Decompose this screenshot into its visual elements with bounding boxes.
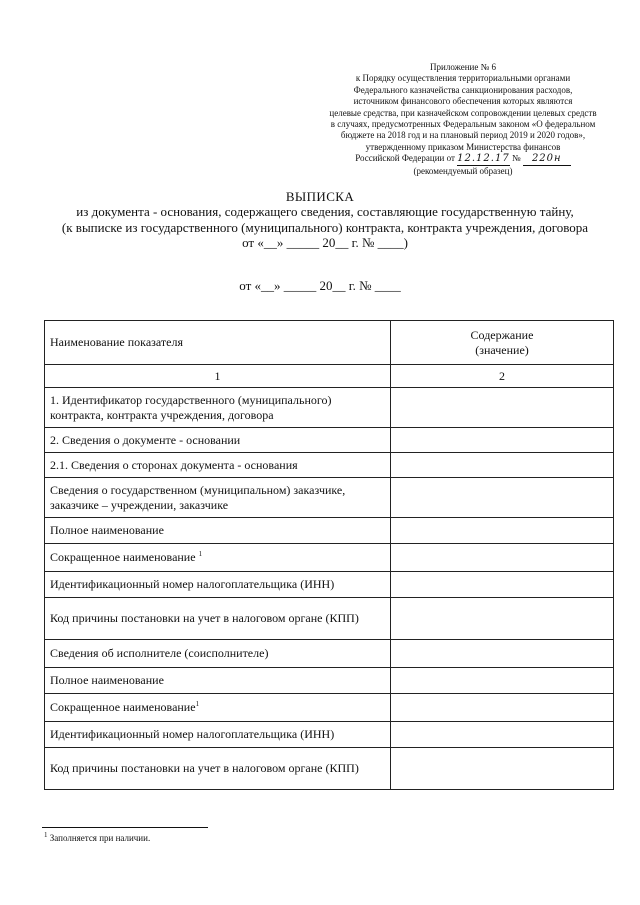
row-value-cell xyxy=(391,544,614,572)
row-value-cell xyxy=(391,694,614,722)
row-label-text: Сокращенное наименование xyxy=(50,550,199,564)
row-label-text: Полное наименование xyxy=(50,673,164,687)
row-label xyxy=(45,478,391,518)
extract-date-line: от «__» _____ 20__ г. № ____ xyxy=(239,278,401,293)
order-number-handwritten: 220н xyxy=(523,153,571,165)
row-label xyxy=(45,694,391,722)
row-label xyxy=(45,598,391,640)
row-label-text: Сведения о государственном (муниципальном) заказчике, заказчике – учреждении, заказчике xyxy=(50,482,346,512)
header-content-line1: Содержание xyxy=(470,327,534,342)
row-label xyxy=(45,640,391,668)
row-label-text: 2.1. Сведения о сторонах документа - основания xyxy=(50,457,298,472)
table-row xyxy=(45,694,614,722)
appendix-line: в случаях, предусмотренных Федеральным законом «О федеральном xyxy=(330,119,596,130)
document-title: ВЫПИСКА xyxy=(285,189,355,204)
table-row xyxy=(45,572,614,598)
row-label-text: Сведения об исполнителе (соисполнителе) xyxy=(50,646,269,660)
row-label xyxy=(45,544,391,572)
document-subtitle xyxy=(40,204,610,251)
subtitle-line: от «__» _____ 20__ г. № ____) xyxy=(242,235,408,250)
footnote-ref: 1 xyxy=(195,700,200,708)
row-label xyxy=(45,518,391,544)
row-value-cell xyxy=(391,748,614,790)
table-row xyxy=(45,478,614,518)
footnote-mark: 1 xyxy=(44,831,48,839)
row-label xyxy=(45,722,391,748)
header-indicator-name: Наименование показателя xyxy=(45,321,391,365)
row-value-cell xyxy=(391,722,614,748)
row-label-text: 1. Идентификатор государственного (муниципального) контракта, контракта учреждения, договора xyxy=(50,392,332,422)
table-row xyxy=(45,544,614,572)
header-content-line2: (значение) xyxy=(475,342,529,357)
table-row xyxy=(45,453,614,478)
row-label xyxy=(45,388,391,428)
appendix-line: бюджете на 2018 год и на плановый период 2019 и 2020 годов», xyxy=(340,130,586,141)
row-label-text: Сокращенное наименование xyxy=(50,700,196,714)
order-prefix: Российской Федерации от xyxy=(355,153,455,164)
row-value-cell xyxy=(391,518,614,544)
order-line xyxy=(318,153,608,165)
row-label xyxy=(45,668,391,694)
appendix-line: Федерального казначейства санкционирования расходов, xyxy=(353,84,573,95)
row-value-cell xyxy=(391,388,614,428)
table-row xyxy=(45,748,614,790)
table-row xyxy=(45,598,614,640)
order-date-handwritten: 12.12.17 xyxy=(457,153,510,165)
row-label-text: Идентификационный номер налогоплательщика (ИНН) xyxy=(50,577,335,591)
row-label-text: Полное наименование xyxy=(50,523,164,537)
footnote-text: Заполняется при наличии. xyxy=(47,833,151,843)
appendix-line: Приложение № 6 xyxy=(430,62,496,72)
row-label xyxy=(45,748,391,790)
appendix-line: целевые средства, при казначейском сопровождении целевых средств xyxy=(329,107,597,118)
footnote-divider xyxy=(42,827,208,828)
appendix-line: утвержденному приказом Министерства финансов xyxy=(365,141,561,152)
row-label-text: 2. Сведения о документе - основании xyxy=(50,432,241,447)
order-number-label: № xyxy=(511,153,521,164)
row-label xyxy=(45,453,391,478)
appendix-line: источником финансового обеспечения которых являются xyxy=(353,96,573,107)
table-row xyxy=(45,518,614,544)
column-number-1: 1 xyxy=(45,365,391,388)
row-value-cell xyxy=(391,598,614,640)
appendix-line: к Порядку осуществления территориальными органами xyxy=(355,73,571,84)
appendix-block xyxy=(318,62,608,177)
table-row xyxy=(45,640,614,668)
table-row xyxy=(45,388,614,428)
footnote-ref: 1 xyxy=(198,550,203,558)
row-value-cell xyxy=(391,640,614,668)
footnote xyxy=(44,833,150,843)
header-content-value xyxy=(391,321,614,365)
row-label xyxy=(45,428,391,453)
row-value-cell xyxy=(391,572,614,598)
table-header-row xyxy=(45,321,614,365)
indicators-table xyxy=(44,320,614,790)
column-number-row xyxy=(45,365,614,388)
column-number-2: 2 xyxy=(391,365,614,388)
row-value-cell xyxy=(391,478,614,518)
recommended-sample: (рекомендуемый образец) xyxy=(413,165,513,176)
table-row xyxy=(45,668,614,694)
row-label-text: Код причины постановки на учет в налоговом органе (КПП) xyxy=(50,611,359,625)
subtitle-line: (к выписке из государственного (муниципального) контракта, контракта учреждения, договора xyxy=(61,219,589,235)
table-row xyxy=(45,428,614,453)
table-row xyxy=(45,722,614,748)
subtitle-line: из документа - основания, содержащего сведения, составляющие государственную тайну, xyxy=(76,204,574,219)
row-label-text: Идентификационный номер налогоплательщика (ИНН) xyxy=(50,727,335,741)
row-value-cell xyxy=(391,453,614,478)
row-value-cell xyxy=(391,428,614,453)
row-value-cell xyxy=(391,668,614,694)
row-label-text: Код причины постановки на учет в налоговом органе (КПП) xyxy=(50,761,359,775)
row-label xyxy=(45,572,391,598)
